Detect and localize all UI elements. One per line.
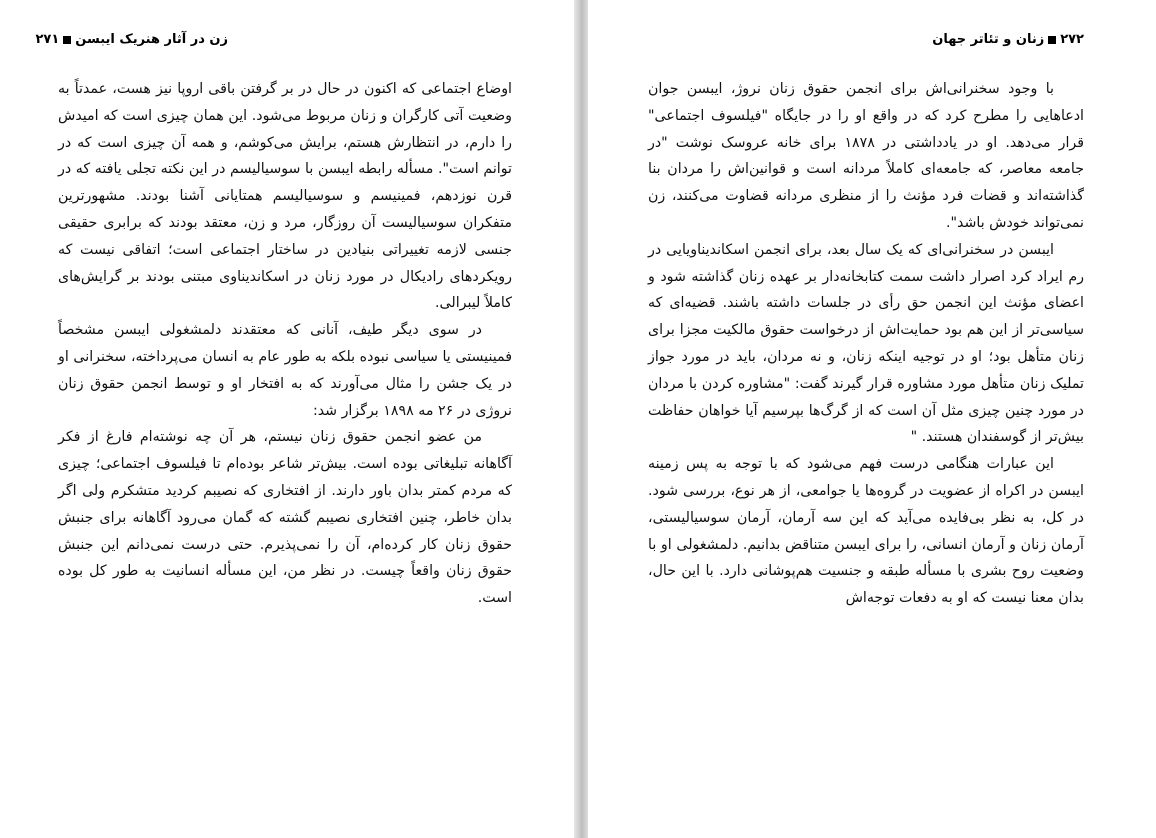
- right-page-number: ۲۷۲: [1060, 32, 1084, 47]
- block-quote: من عضو انجمن حقوق زنان نیستم، هر آن چه نوشته‌ام فارغ از فکر آگاهانه تبلیغاتی بوده است. بیش‌تر شاعر بوده‌ام تا فیلسوف اجتماعی؛ چیزی که مردم کمتر بدان باور دارند. از افتخاری که نصیبم کردید متشکرم ولی اگر بدان خاطر، چنین افتخاری نصیبم گشته که گمان می‌رود آگاهانه برای جنبش حقوق زنان کار کرده‌ام، آن را نمی‌پذیرم. حتی درست نمی‌دانم این جنبش حقوق زنان واقعاً چیست. در نظر من، این مسأله انسانیت به طور کل بوده است.: [58, 429, 512, 607]
- paragraph: اوضاع اجتماعی که اکنون در حال در بر گرفتن باقی اروپا نیز هست، عمدتاً به وضعیت آتی کارگران و زنان مربوط می‌شود. این همان چیزی است که امیدش را دارم، در انتظارش هستم، برایش می‌کوشم، و همه آن چیزی است که در توانم است". مسأله رابطه ایبسن با سوسیالیسم در این نکته تجلی یافته که در قرن نوزدهم، فمینیسم و سوسیالیسم همتایانی آشنا بودند. مشهورترین متفکران سوسیالیست آن روزگار، مرد و زن، معتقد بودند که برابری حقیقی جنسی لازمه تغییراتی بنیادین در ساختار اجتماعی است؛ اتفاقی نیست که رویکردهای رادیکال در مورد زنان در اسکاندیناوی مبتنی بودند بر گرایش‌های کاملاً لیبرالی.: [58, 81, 512, 312]
- paragraph: ایبسن در سخنرانی‌ای که یک سال بعد، برای انجمن اسکاندیناویایی در رم ایراد کرد اصرار داشت سمت کتابخانه‌دار بر عهده زنان گذاشته شود و اعضای مؤنث این انجمن حق رأی در جلسات داشته باشند. قضیه‌ای که سیاسی‌تر از این هم بود حمایت‌اش از درخواست حقوق مالکیت مجزا برای زنان متأهل بود؛ او در توجیه اینکه زنان، و نه مردان، باید در مورد جواز تملیک زنان متأهل مورد مشاوره قرار گیرند گفت: "مشاوره کردن با مردان در مورد چنین چیزی مثل آن است که از گرگ‌ها بپرسیم آیا خواهان حفاظت بیش‌تر از گوسفندان هستند. ": [648, 241, 1084, 446]
- left-page-body: [58, 76, 512, 612]
- right-page-body: [648, 76, 1084, 612]
- left-page-header: [35, 32, 228, 47]
- right-page-header: [838, 32, 1084, 47]
- left-header-title: زن در آثار هنریک ایبسن: [75, 32, 228, 47]
- book-gutter: [574, 0, 588, 838]
- left-page-number: ۲۷۱: [35, 32, 60, 47]
- separator-square-icon: [63, 36, 71, 44]
- separator-square-icon: [1048, 36, 1056, 44]
- right-page: [588, 0, 1156, 838]
- paragraph: این عبارات هنگامی درست فهم می‌شود که با توجه به پس زمینه ایبسن در اکراه از عضویت در گروه‌ها یا جوامعی، از هر نوع، بررسی شود. در کل، به نظر بی‌فایده می‌آید که این سه آرمان، آرمان سوسیالیستی، آرمان زنان و آرمان انسانی، را برای ایبسن متناقض بدانیم. دلمشغولی او با وضعیت روح بشری با مسأله طبقه و جنسیت هم‌پوشانی دارد. با این حال، بدان معنا نیست که او به دفعات توجه‌اش: [648, 456, 1084, 607]
- left-page: [0, 0, 574, 838]
- paragraph: با وجود سخنرانی‌اش برای انجمن حقوق زنان نروژ، ایبسن جوان ادعاهایی را مطرح کرد که در واقع او را در جایگاه "فیلسوف اجتماعی" قرار می‌دهد. او در یادداشتی در ۱۸۷۸ برای خانه عروسک نوشت "در جامعه معاصر، که جامعه‌ای کاملاً مردانه است و قوانین‌اش را مردان بنا گذاشته‌اند و قضات فرد مؤنث را از منظری مردانه قضاوت می‌کنند، زن نمی‌تواند خودش باشد".: [648, 81, 1084, 231]
- paragraph: در سوی دیگر طیف، آنانی که معتقدند دلمشغولی ایبسن مشخصاً فمینیستی یا سیاسی نبوده بلکه به طور عام به انسان می‌پرداخته، سخنرانی او در یک جشن را مثال می‌آورند که به افتخار او و توسط انجمن حقوق زنان نروژی در ۲۶ مه ۱۸۹۸ برگزار شد:: [58, 322, 512, 419]
- right-header-title: زنان و تئاتر جهان: [932, 32, 1045, 47]
